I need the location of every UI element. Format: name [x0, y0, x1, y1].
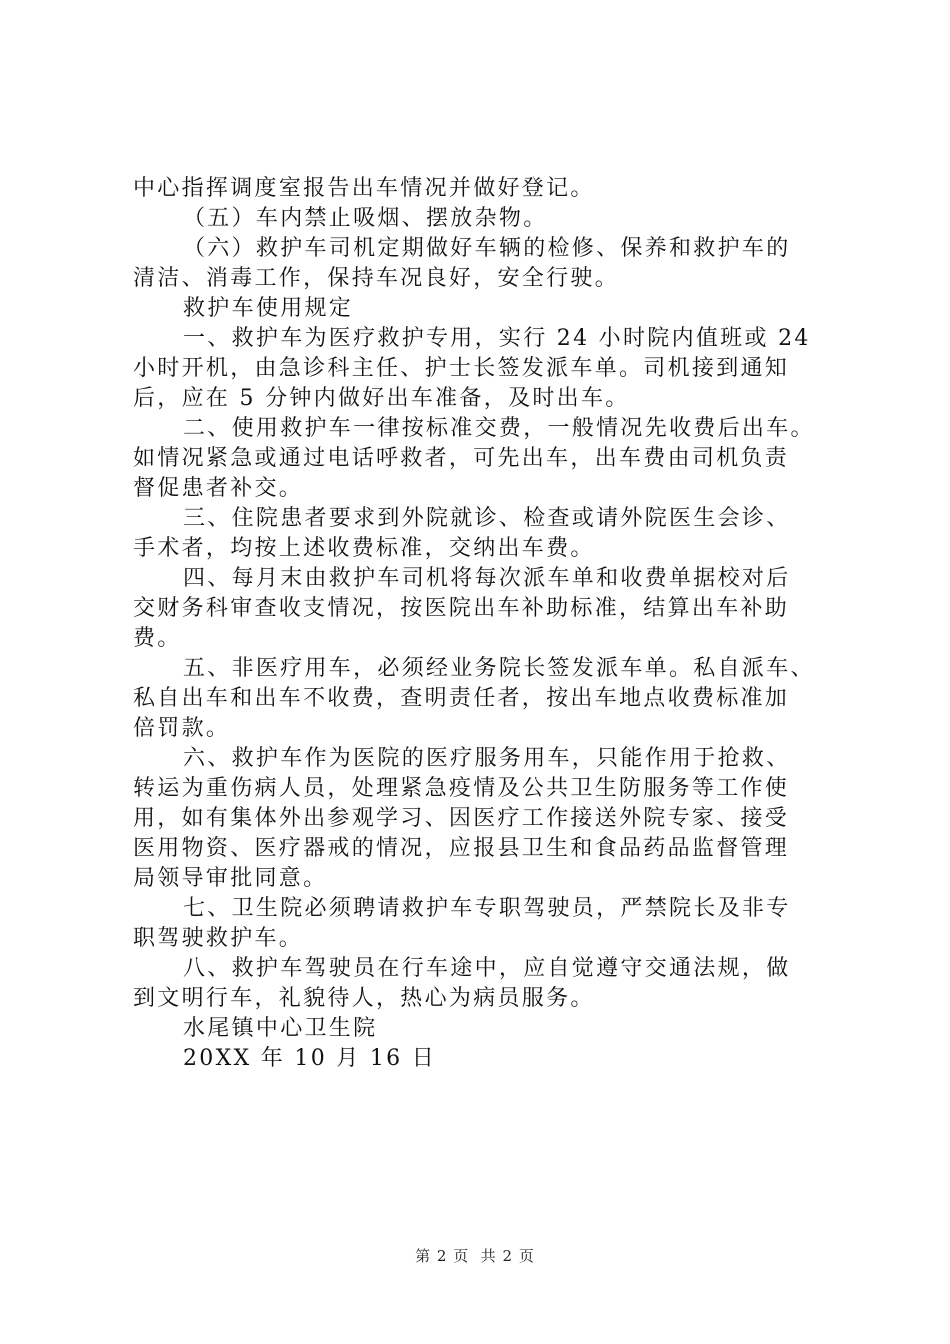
- text-line: 转运为重伤病人员，处理紧急疫情及公共卫生防服务等工作使: [133, 776, 790, 801]
- text-line: 交财务科审查收支情况，按医院出车补助标准，结算出车补助: [133, 596, 790, 621]
- document-body: [133, 174, 833, 1074]
- text-line: 四、每月末由救护车司机将每次派车单和收费单据校对后: [183, 566, 791, 591]
- signature-date: 20XX 年 10 月 16 日: [183, 1046, 437, 1071]
- text-line: 八、救护车驾驶员在行车途中，应自觉遵守交通法规，做: [183, 956, 791, 981]
- text-line: 用，如有集体外出参观学习、因医疗工作接送外院专家、接受: [133, 806, 790, 831]
- text-line: 三、住院患者要求到外院就诊、检查或请外院医生会诊、: [183, 506, 791, 531]
- text-line: 局领导审批同意。: [133, 866, 328, 891]
- text-line: 如情况紧急或通过电话呼救者，可先出车，出车费由司机负责: [133, 446, 790, 471]
- text-line: 职驾驶救护车。: [133, 926, 304, 951]
- text-line: 一、救护车为医疗救护专用，实行 24 小时院内值班或 24: [183, 326, 811, 351]
- text-line: 后，应在 5 分钟内做好出车准备，及时出车。: [133, 386, 630, 411]
- text-line: 小时开机，由急诊科主任、护士长签发派车单。司机接到通知: [133, 356, 790, 381]
- text-line: 督促患者补交。: [133, 476, 304, 501]
- page-number: 第 2 页 共 2 页: [415, 1247, 535, 1265]
- text-line: 清洁、消毒工作，保持车况良好，安全行驶。: [133, 266, 620, 291]
- text-line: 倍罚款。: [133, 716, 231, 741]
- text-line: 七、卫生院必须聘请救护车专职驾驶员，严禁院长及非专: [183, 896, 791, 921]
- text-line: 费。: [133, 626, 182, 651]
- signature-organization: 水尾镇中心卫生院: [183, 1016, 378, 1041]
- text-line: 六、救护车作为医院的医疗服务用车，只能作用于抢救、: [183, 746, 791, 771]
- text-line: （五）车内禁止吸烟、摆放杂物。: [183, 206, 548, 231]
- text-line: 五、非医疗用车，必须经业务院长签发派车单。私自派车、: [183, 656, 815, 681]
- text-line: 中心指挥调度室报告出车情况并做好登记。: [133, 176, 595, 201]
- text-line: 私自出车和出车不收费，查明责任者，按出车地点收费标准加: [133, 686, 790, 711]
- text-line: 手术者，均按上述收费标准，交纳出车费。: [133, 536, 595, 561]
- text-line: 二、使用救护车一律按标准交费，一般情况先收费后出车。: [183, 416, 815, 441]
- section-heading: 救护车使用规定: [183, 296, 354, 321]
- text-line: 到文明行车，礼貌待人，热心为病员服务。: [133, 986, 595, 1011]
- body-text: [133, 174, 833, 1074]
- text-line: 医用物资、医疗器戒的情况，应报县卫生和食品药品监督管理: [133, 836, 790, 861]
- page-footer: [0, 1245, 950, 1266]
- text-line: （六）救护车司机定期做好车辆的检修、保养和救护车的: [183, 236, 791, 261]
